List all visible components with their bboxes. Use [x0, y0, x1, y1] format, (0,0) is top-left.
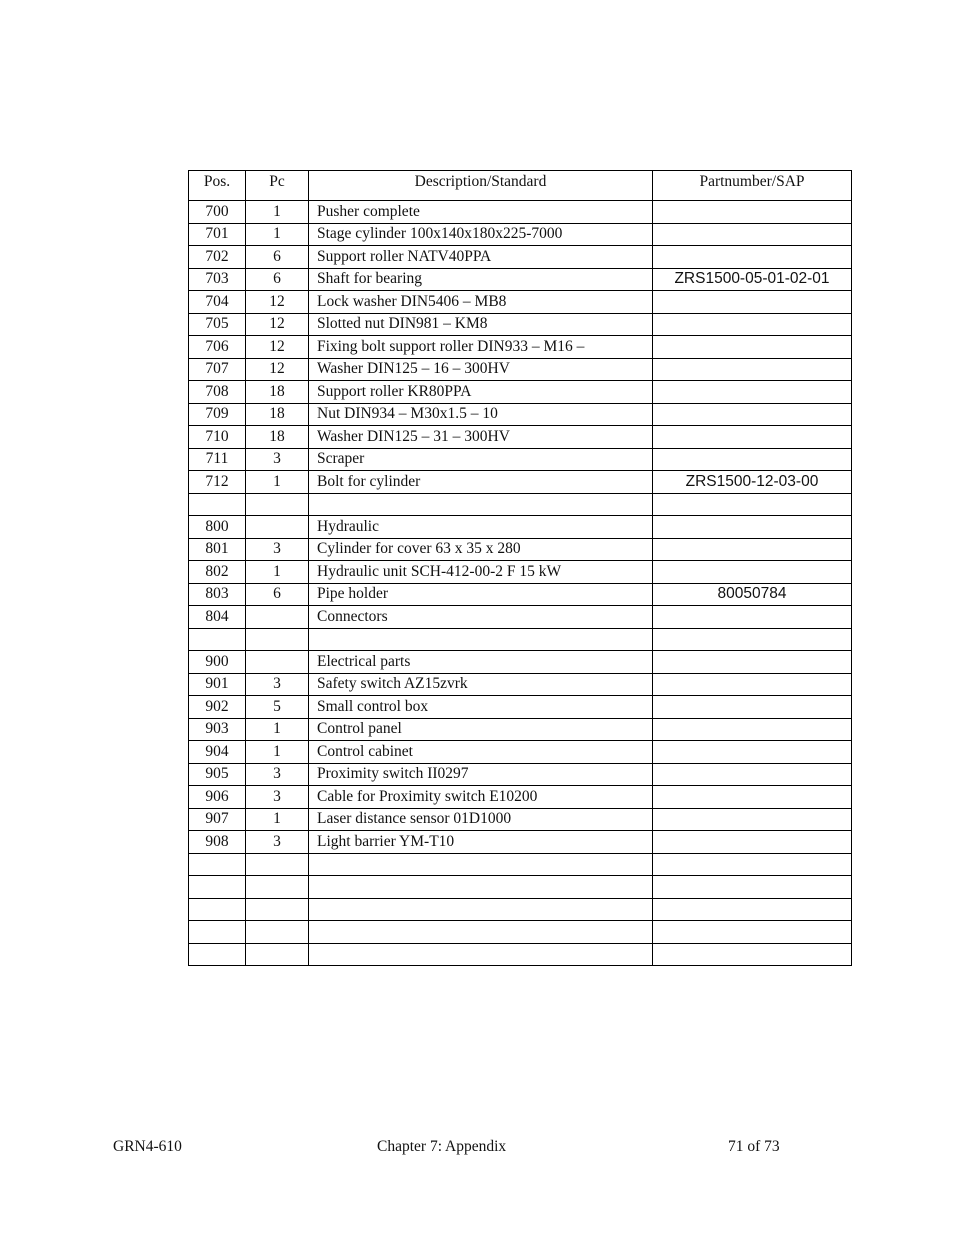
table-row — [189, 831, 852, 854]
cell-partnumber — [653, 201, 852, 224]
cell-partnumber — [653, 808, 852, 831]
cell-pc: 3 — [246, 831, 309, 854]
cell-pc: 6 — [246, 583, 309, 606]
cell-pos: 710 — [189, 426, 246, 449]
footer-chapter: Chapter 7: Appendix — [377, 1138, 507, 1155]
cell-partnumber — [653, 898, 852, 921]
cell-description: Support roller NATV40PPA — [309, 246, 653, 269]
cell-pos — [189, 876, 246, 899]
cell-pc: 1 — [246, 223, 309, 246]
table-row — [189, 358, 852, 381]
cell-pc — [246, 943, 309, 966]
table-row — [189, 741, 852, 764]
cell-pos: 709 — [189, 403, 246, 426]
table-row — [189, 943, 852, 966]
cell-pc: 1 — [246, 741, 309, 764]
cell-partnumber — [653, 313, 852, 336]
table-row — [189, 403, 852, 426]
cell-partnumber — [653, 831, 852, 854]
table-row — [189, 268, 852, 291]
cell-description: Safety switch AZ15zvrk — [309, 673, 653, 696]
cell-pc: 1 — [246, 471, 309, 494]
cell-pc: 5 — [246, 696, 309, 719]
cell-pc: 12 — [246, 291, 309, 314]
cell-partnumber — [653, 291, 852, 314]
cell-pos: 801 — [189, 538, 246, 561]
cell-pos — [189, 943, 246, 966]
header-description: Description/Standard — [309, 171, 653, 201]
cell-pc — [246, 853, 309, 876]
cell-pc: 12 — [246, 336, 309, 359]
cell-partnumber — [653, 696, 852, 719]
cell-description: Slotted nut DIN981 – KM8 — [309, 313, 653, 336]
table-row — [189, 898, 852, 921]
cell-pos: 907 — [189, 808, 246, 831]
cell-description: Cable for Proximity switch E10200 — [309, 786, 653, 809]
header-partnumber: Partnumber/SAP — [653, 171, 852, 201]
cell-description: Pusher complete — [309, 201, 653, 224]
cell-pos: 701 — [189, 223, 246, 246]
cell-partnumber — [653, 516, 852, 539]
cell-pos: 703 — [189, 268, 246, 291]
cell-partnumber — [653, 786, 852, 809]
table-row — [189, 246, 852, 269]
header-pc: Pc — [246, 171, 309, 201]
cell-partnumber — [653, 358, 852, 381]
cell-partnumber — [653, 493, 852, 516]
cell-partnumber — [653, 426, 852, 449]
cell-description: Fixing bolt support roller DIN933 – M16 – — [309, 336, 653, 359]
table-header — [189, 171, 852, 201]
cell-pc: 18 — [246, 381, 309, 404]
cell-partnumber — [653, 606, 852, 629]
cell-description: Control cabinet — [309, 741, 653, 764]
cell-description: Shaft for bearing — [309, 268, 653, 291]
cell-pos: 708 — [189, 381, 246, 404]
cell-pos — [189, 628, 246, 651]
table-row — [189, 808, 852, 831]
cell-pc — [246, 606, 309, 629]
table-body — [189, 201, 852, 966]
table-row — [189, 763, 852, 786]
cell-pos — [189, 898, 246, 921]
cell-description — [309, 876, 653, 899]
cell-pos: 702 — [189, 246, 246, 269]
cell-description: Light barrier YM-T10 — [309, 831, 653, 854]
cell-description — [309, 898, 653, 921]
table-row — [189, 561, 852, 584]
cell-pos: 705 — [189, 313, 246, 336]
table-row — [189, 223, 852, 246]
cell-description: Lock washer DIN5406 – MB8 — [309, 291, 653, 314]
cell-description: Cylinder for cover 63 x 35 x 280 — [309, 538, 653, 561]
cell-description: Proximity switch II0297 — [309, 763, 653, 786]
cell-pos — [189, 493, 246, 516]
cell-pc: 12 — [246, 358, 309, 381]
table-row — [189, 696, 852, 719]
cell-partnumber — [653, 561, 852, 584]
cell-description: Small control box — [309, 696, 653, 719]
cell-pc: 1 — [246, 808, 309, 831]
table-row — [189, 606, 852, 629]
table-row — [189, 628, 852, 651]
cell-pos: 908 — [189, 831, 246, 854]
cell-description: Pipe holder — [309, 583, 653, 606]
cell-pc — [246, 493, 309, 516]
cell-pos: 900 — [189, 651, 246, 674]
table-row — [189, 336, 852, 359]
cell-pos: 800 — [189, 516, 246, 539]
table-row — [189, 291, 852, 314]
cell-pos: 707 — [189, 358, 246, 381]
table-row — [189, 786, 852, 809]
cell-partnumber — [653, 921, 852, 944]
cell-partnumber — [653, 853, 852, 876]
cell-pos: 700 — [189, 201, 246, 224]
cell-description: Stage cylinder 100x140x180x225-7000 — [309, 223, 653, 246]
cell-pos: 902 — [189, 696, 246, 719]
cell-description: Connectors — [309, 606, 653, 629]
cell-partnumber — [653, 673, 852, 696]
cell-pos: 905 — [189, 763, 246, 786]
cell-pc — [246, 516, 309, 539]
cell-partnumber: ZRS1500-05-01-02-01 — [653, 268, 852, 291]
cell-partnumber — [653, 246, 852, 269]
cell-pos: 901 — [189, 673, 246, 696]
cell-description: Control panel — [309, 718, 653, 741]
cell-description: Support roller KR80PPA — [309, 381, 653, 404]
cell-description — [309, 493, 653, 516]
cell-description: Hydraulic unit SCH-412-00-2 F 15 kW — [309, 561, 653, 584]
cell-pc — [246, 921, 309, 944]
table-row — [189, 313, 852, 336]
cell-description: Bolt for cylinder — [309, 471, 653, 494]
cell-partnumber: 80050784 — [653, 583, 852, 606]
cell-description: Washer DIN125 – 16 – 300HV — [309, 358, 653, 381]
table-row — [189, 673, 852, 696]
cell-partnumber — [653, 381, 852, 404]
cell-pos: 906 — [189, 786, 246, 809]
table-row — [189, 381, 852, 404]
table-row — [189, 651, 852, 674]
cell-partnumber — [653, 403, 852, 426]
cell-description — [309, 943, 653, 966]
cell-partnumber — [653, 741, 852, 764]
cell-partnumber — [653, 718, 852, 741]
cell-partnumber — [653, 943, 852, 966]
cell-partnumber — [653, 223, 852, 246]
header-pos: Pos. — [189, 171, 246, 201]
cell-pc: 3 — [246, 763, 309, 786]
cell-description — [309, 921, 653, 944]
table-row — [189, 493, 852, 516]
cell-pc: 3 — [246, 786, 309, 809]
table-row — [189, 516, 852, 539]
table-row — [189, 876, 852, 899]
cell-pc: 1 — [246, 201, 309, 224]
cell-description: Hydraulic — [309, 516, 653, 539]
cell-partnumber — [653, 448, 852, 471]
cell-description — [309, 853, 653, 876]
cell-pos: 712 — [189, 471, 246, 494]
cell-description: Washer DIN125 – 31 – 300HV — [309, 426, 653, 449]
table-row — [189, 201, 852, 224]
cell-description: Electrical parts — [309, 651, 653, 674]
cell-pc: 18 — [246, 403, 309, 426]
cell-partnumber — [653, 876, 852, 899]
cell-pc: 6 — [246, 268, 309, 291]
cell-pc — [246, 876, 309, 899]
cell-pos — [189, 853, 246, 876]
cell-description — [309, 628, 653, 651]
table-row — [189, 426, 852, 449]
cell-partnumber — [653, 763, 852, 786]
header-row — [189, 171, 852, 201]
cell-pc: 18 — [246, 426, 309, 449]
cell-pc — [246, 898, 309, 921]
cell-pos: 706 — [189, 336, 246, 359]
cell-pc: 12 — [246, 313, 309, 336]
cell-pos: 903 — [189, 718, 246, 741]
parts-table — [188, 170, 852, 966]
cell-partnumber — [653, 336, 852, 359]
cell-description: Laser distance sensor 01D1000 — [309, 808, 653, 831]
footer-page-number: 71 of 73 — [728, 1138, 780, 1155]
cell-pc: 3 — [246, 673, 309, 696]
cell-pos: 803 — [189, 583, 246, 606]
cell-pc: 3 — [246, 448, 309, 471]
cell-pos — [189, 921, 246, 944]
cell-pos: 704 — [189, 291, 246, 314]
cell-partnumber — [653, 628, 852, 651]
cell-pc: 6 — [246, 246, 309, 269]
cell-pc — [246, 628, 309, 651]
cell-pos: 904 — [189, 741, 246, 764]
table-row — [189, 471, 852, 494]
cell-partnumber — [653, 651, 852, 674]
cell-pc — [246, 651, 309, 674]
cell-pc: 1 — [246, 718, 309, 741]
cell-pos: 711 — [189, 448, 246, 471]
cell-pc: 3 — [246, 538, 309, 561]
cell-pos: 802 — [189, 561, 246, 584]
cell-description: Nut DIN934 – M30x1.5 – 10 — [309, 403, 653, 426]
table-row — [189, 583, 852, 606]
table-row — [189, 538, 852, 561]
table-row — [189, 921, 852, 944]
table-row — [189, 718, 852, 741]
table-row — [189, 448, 852, 471]
table-row — [189, 853, 852, 876]
cell-partnumber: ZRS1500-12-03-00 — [653, 471, 852, 494]
cell-pos: 804 — [189, 606, 246, 629]
cell-pc: 1 — [246, 561, 309, 584]
cell-description: Scraper — [309, 448, 653, 471]
footer-document-id: GRN4-610 — [113, 1138, 182, 1155]
cell-partnumber — [653, 538, 852, 561]
